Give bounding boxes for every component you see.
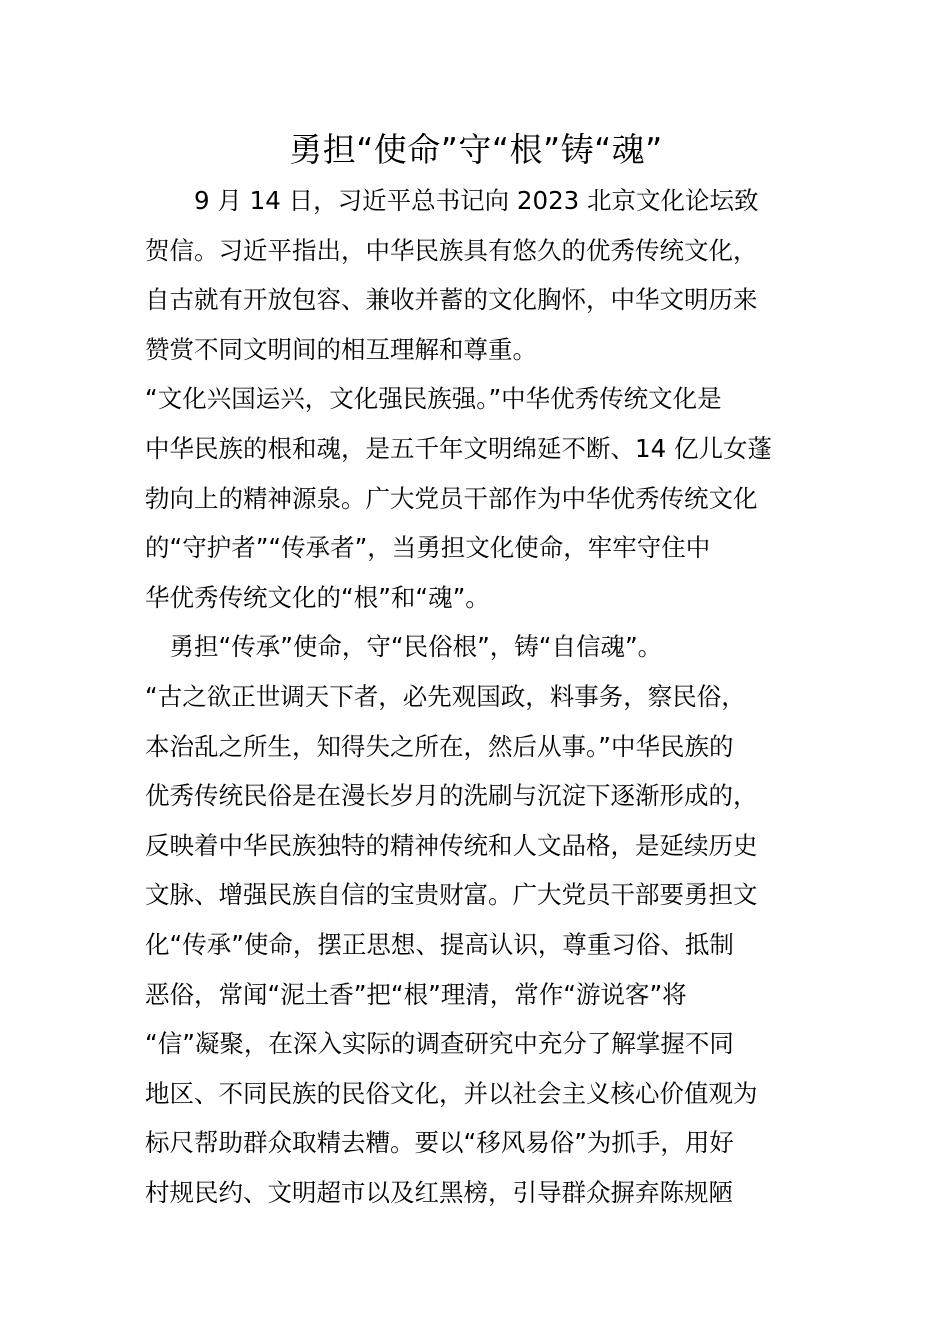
document-body [145, 176, 807, 1217]
text-line: 华优秀传统文化的“根”和“魂”。 [145, 582, 490, 612]
text-line: 恶俗，常闻“泥土香”把“根”理清，常作“游说客”将 [145, 979, 687, 1009]
text-line: “文化兴国运兴，文化强民族强。”中华优秀传统文化是 [145, 384, 722, 414]
text-line: 化“传承”使命，摆正思想、提高认识，尊重习俗、抵制 [145, 929, 734, 959]
text-line: 贺信。习近平指出，中华民族具有悠久的优秀传统文化， [145, 235, 758, 265]
text-line: 中华民族的根和魂，是五千年文明绵延不断、14 亿儿女蓬 [145, 433, 772, 463]
text-line: 反映着中华民族独特的精神传统和人文品格，是延续历史 [145, 830, 758, 860]
text-line: 自古就有开放包容、兼收并蓄的文化胸怀，中华文明历来 [145, 285, 758, 315]
text-line: 标尺帮助群众取精去糟。要以“移风易俗”为抓手，用好 [145, 1128, 734, 1158]
text-line: 勇担“传承”使命，守“民俗根”，铸“自信魂”。 [145, 632, 663, 662]
text-line: “信”凝聚，在深入实际的调查研究中充分了解掌握不同 [145, 1029, 734, 1059]
text-line: 地区、不同民族的民俗文化，并以社会主义核心价值观为 [145, 1078, 758, 1108]
document-title: 勇担“使命”守“根”铸“魂” [289, 130, 663, 169]
text-line: 本治乱之所生，知得失之所在，然后从事。”中华民族的 [145, 731, 734, 761]
text-line: 优秀传统民俗是在漫长岁月的洗刷与沉淀下逐渐形成的， [145, 781, 758, 811]
paragraph-2 [145, 374, 807, 622]
text-line: 9 月 14 日，习近平总书记向 2023 北京文化论坛致 [145, 186, 759, 215]
text-line: 赞赏不同文明间的相互理解和尊重。 [145, 334, 537, 364]
text-line: 勃向上的精神源泉。广大党员干部作为中华优秀传统文化 [145, 483, 758, 513]
paragraph-3 [145, 622, 807, 1217]
text-line: “古之欲正世调天下者，必先观国政，料事务，察民俗， [145, 681, 746, 711]
text-line: 的“守护者”“传承者”，当勇担文化使命，牢牢守住中 [145, 533, 711, 563]
paragraph-1 [145, 176, 807, 374]
text-line: 村规民约、文明超市以及红黑榜，引导群众摒弃陈规陋 [145, 1177, 733, 1207]
text-line: 文脉、增强民族自信的宝贵财富。广大党员干部要勇担文 [145, 880, 758, 910]
